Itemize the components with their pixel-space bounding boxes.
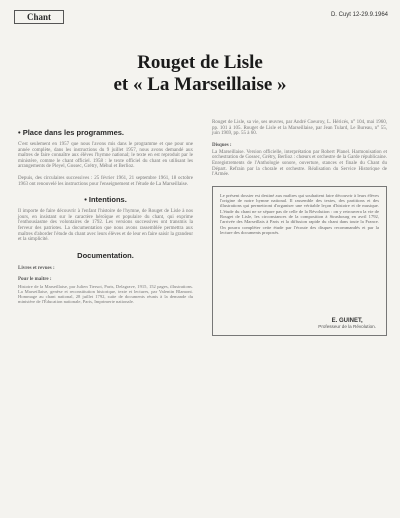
- signature-name: E. GUINET,: [331, 317, 363, 324]
- title-line-2: et « La Marseillaise »: [113, 74, 287, 95]
- signature-role: Professeur de la Révolution.: [318, 323, 376, 329]
- signature: [318, 318, 376, 329]
- heading-intentions: • Intentions.: [84, 195, 127, 205]
- label-livres: Livres et revues :: [18, 265, 55, 271]
- title-line-1: Rouget de Lisle: [137, 52, 263, 73]
- paragraph-intentions: Il importe de faire découvrir à l'enfant l'histoire de l'hymne, de Rouget de Lisle à nos jours, en insistant sur le caractère héroïque et populaire du chant, qui exprime l'enthousiasme des volontaires de 1792. Les versions successives ont transmis la ferveur des patriotes. La documentation que nous avons rassemblée permettra aux maîtres d'aborder l'étude du chant avec leurs élèves et de leur en faire saisir la grandeur et la simplicité.: [18, 209, 193, 243]
- paragraph-bibliography: Rouget de Lisle, sa vie, ses œuvres, par André Coeuroy, L. Héricés, n° 104, mai 1960, pp. 101 à 105. Rouget de Lisle et la Marseillaise, par Jean Tulard, Le Bureau, n° 55, juin 1969, pp. 55 à 60.: [212, 120, 387, 137]
- heading-documentation: Documentation.: [77, 250, 134, 260]
- note-box-text: Le présent dossier est destiné aux maîtres qui souhaitent faire découvrir à leurs élèves l'origine de notre hymne national. Il rassemble des textes, des partitions et des illustrations qui permettront d'organiser une véritable leçon d'histoire et de musique. L'étude du chant ne se sépare pas de celle de la Révolution : on y retrouvera la vie de Rouget de Lisle, les circonstances de la composition à Strasbourg en avril 1792, l'arrivée des Marseillais à Paris et la diffusion rapide du chant dans toute la France. On pourra compléter cette étude par l'écoute des disques recommandés et par la lecture des documents proposés.: [220, 192, 379, 235]
- label-maitre: Pour le maître :: [18, 276, 52, 282]
- section-tag: Chant: [14, 10, 64, 24]
- paragraph-programmes-2: Depuis, des circulaires successives : 25 février 1961, 21 septembre 1961, 18 octobre 1963 ont renouvelé les instructions pour l'enseignement et l'étude de La Marseillaise.: [18, 175, 193, 187]
- paragraph-disques: La Marseillaise. Version officielle, interprétation par Robert Planel. Harmonisation et orchestration de Gossec, Grétry, Berlioz : chœurs et orchestre de la Garde républicaine. Enregistrements de l'Anthologie sonore, ouverture, stances et finale du Chant du Départ. Refrain par la chorale et orchestre. Réalisation du Service Historique de l'Armée.: [212, 149, 387, 178]
- paragraph-programmes-1: C'est seulement en 1957 que nous l'avons mis dans le programme et que pour une année complète, dans les instructions du 9 juillet 1957, nous avons demandé aux maîtres de faire connaître aux élèves l'hymne national; le texte en est reproduit par le ministère, comme le chant officiel. 1958 : le texte officiel du chant en utilisant les arrangements de Pleyel, Gossec, Grétry, Méhul et Berlioz.: [18, 142, 193, 170]
- note-box: [212, 186, 387, 336]
- label-disques: Disques :: [212, 142, 232, 148]
- left-column: [18, 120, 193, 311]
- right-column: [212, 120, 387, 336]
- reference-line: D. Cuyt 12-29.9.1964: [330, 12, 388, 18]
- paragraph-documentation: Histoire de la Marseillaise, par Julien Tiersot, Paris, Delagrave, 1915, 152 pages, illustrations. La Marseillaise, genèse et reconstitution historique, texte et lectures, par Valentin Blamont. Hommage au chant national, 28 juillet 1792, suite de documents réunis à la demande du ministère de l'Éducation nationale, Paris, Imprimerie nationale.: [18, 283, 193, 305]
- heading-programmes: • Place dans les programmes.: [18, 128, 125, 137]
